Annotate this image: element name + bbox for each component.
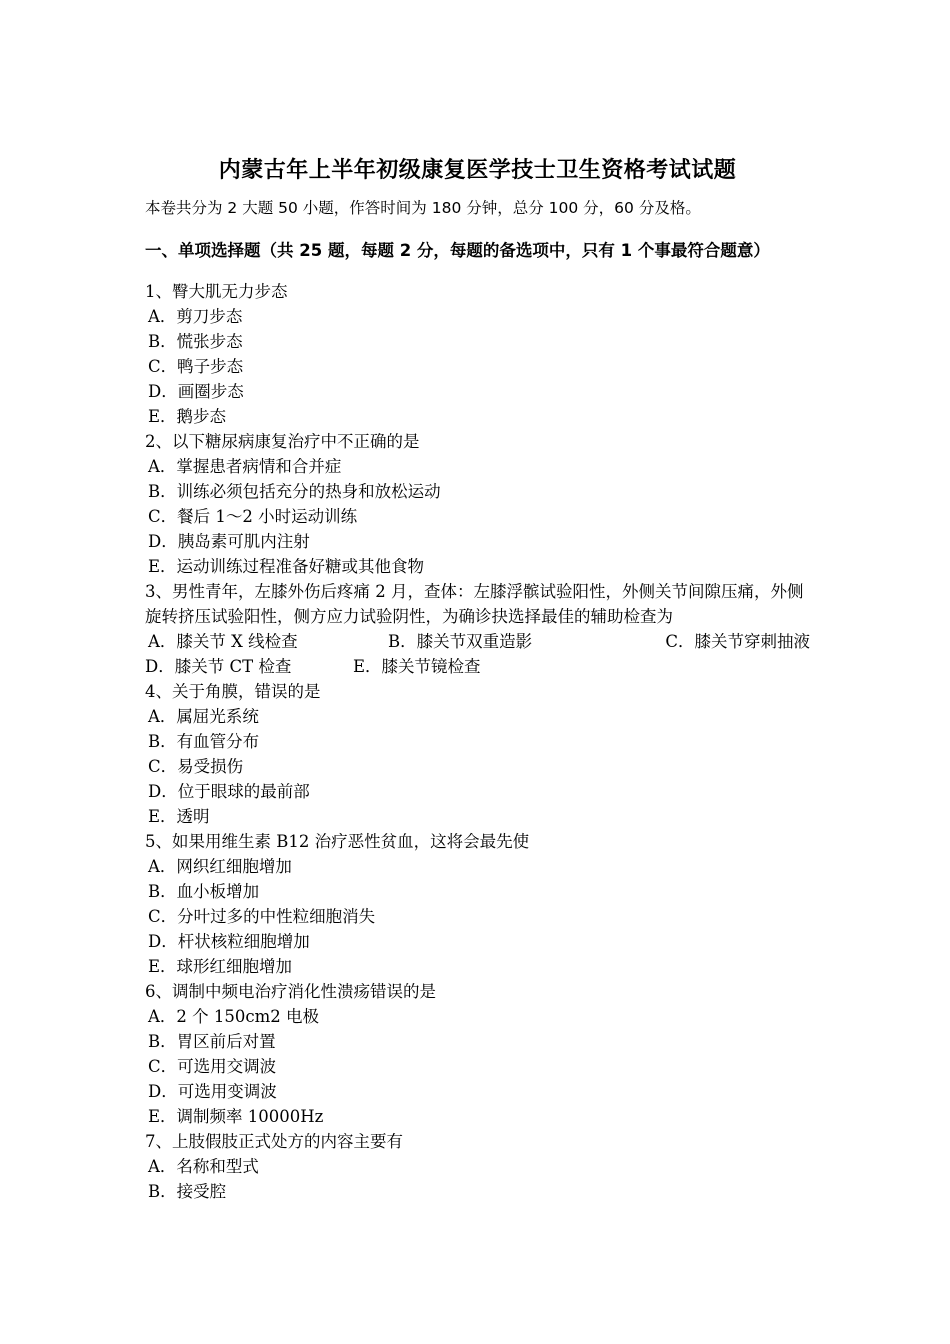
option-e: E．鹅步态 bbox=[148, 407, 227, 426]
question-stem: 7、上肢假肢正式处方的内容主要有 bbox=[145, 1132, 403, 1151]
option-b: B．慌张步态 bbox=[148, 332, 243, 351]
option-d: D．可选用变调波 bbox=[148, 1082, 277, 1101]
option-a: A．名称和型式 bbox=[148, 1157, 259, 1176]
question-6 bbox=[145, 979, 810, 1129]
option-b: B．有血管分布 bbox=[148, 732, 260, 751]
question-7 bbox=[145, 1129, 810, 1204]
option-a: A．掌握患者病情和合并症 bbox=[148, 457, 342, 476]
option-c: C．分叶过多的中性粒细胞消失 bbox=[148, 907, 376, 926]
question-2 bbox=[145, 429, 810, 579]
option-e: E．膝关节镜检查 bbox=[353, 657, 481, 676]
section-heading: 一、单项选择题（共 25 题，每题 2 分，每题的备选项中，只有 1 个事最符合题意） bbox=[145, 240, 770, 260]
option-c: C．餐后 1～2 小时运动训练 bbox=[148, 507, 358, 526]
question-stem: 1、臀大肌无力步态 bbox=[145, 282, 288, 301]
question-4 bbox=[145, 679, 810, 829]
question-stem: 4、关于角膜，错误的是 bbox=[145, 682, 321, 701]
document-page bbox=[145, 150, 810, 1204]
option-c: C．可选用交调波 bbox=[148, 1057, 277, 1076]
option-a: A．属屈光系统 bbox=[148, 707, 259, 726]
question-5 bbox=[145, 829, 810, 979]
exam-intro: 本卷共分为 2 大题 50 小题，作答时间为 180 分钟，总分 100 分，60 分及格。 bbox=[145, 199, 701, 217]
options-row-1 bbox=[145, 629, 810, 654]
option-a: A．2 个 150cm2 电极 bbox=[148, 1007, 320, 1026]
question-stem: 2、以下糖尿病康复治疗中不正确的是 bbox=[145, 432, 420, 451]
option-c: C．膝关节穿刺抽液 bbox=[665, 632, 810, 651]
question-1 bbox=[145, 279, 810, 429]
option-d: D．画圈步态 bbox=[148, 382, 244, 401]
option-b: B．血小板增加 bbox=[148, 882, 260, 901]
question-3 bbox=[145, 579, 810, 679]
option-a: A．网织红细胞增加 bbox=[148, 857, 292, 876]
option-e: E．球形红细胞增加 bbox=[148, 957, 293, 976]
option-a: A．膝关节 X 线检查 bbox=[148, 632, 298, 651]
option-d: D．杆状核粒细胞增加 bbox=[148, 932, 310, 951]
option-a: A．剪刀步态 bbox=[148, 307, 243, 326]
option-c: C．易受损伤 bbox=[148, 757, 244, 776]
question-stem: 3、男性青年，左膝外伤后疼痛 2 月，查体：左膝浮髌试验阳性，外侧关节间隙压痛，外侧旋转挤压试验阳性，侧方应力试验阴性，为确诊抉选择最佳的辅助检查为 bbox=[145, 582, 804, 626]
question-stem: 5、如果用维生素 B12 治疗恶性贫血，这将会最先使 bbox=[145, 832, 530, 851]
option-e: E．调制频率 10000Hz bbox=[148, 1107, 324, 1126]
question-stem: 6、调制中频电治疗消化性溃疡错误的是 bbox=[145, 982, 436, 1001]
option-e: E．运动训练过程准备好糖或其他食物 bbox=[148, 557, 425, 576]
option-b: B．膝关节双重造影 bbox=[388, 632, 533, 651]
option-c: C．鸭子步态 bbox=[148, 357, 244, 376]
page-title: 内蒙古年上半年初级康复医学技士卫生资格考试试题 bbox=[218, 157, 737, 183]
option-b: B．胃区前后对置 bbox=[148, 1032, 276, 1051]
option-d: D．胰岛素可肌内注射 bbox=[148, 532, 310, 551]
option-b: B．接受腔 bbox=[148, 1182, 227, 1201]
option-d: D．膝关节 CT 检查 bbox=[145, 657, 292, 676]
option-d: D．位于眼球的最前部 bbox=[148, 782, 310, 801]
options-row-2 bbox=[145, 654, 810, 679]
option-e: E．透明 bbox=[148, 807, 210, 826]
option-b: B．训练必须包括充分的热身和放松运动 bbox=[148, 482, 441, 501]
